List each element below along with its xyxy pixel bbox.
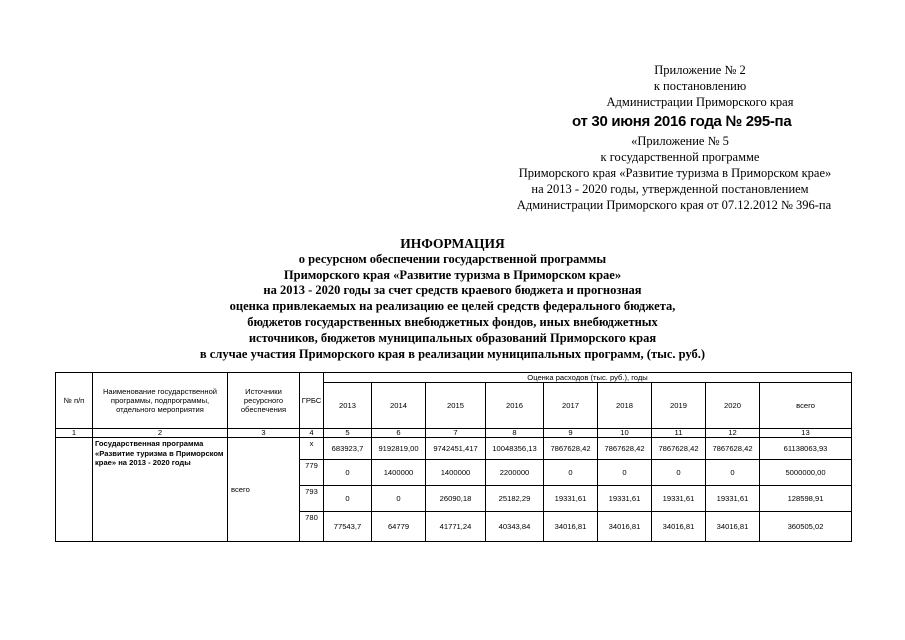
total-cell: 61138063,93 [760,438,852,460]
appendix-administration: Администрации Приморского края [606,95,794,109]
value-cell: 1400000 [372,460,426,486]
total-cell: 5000000,00 [760,460,852,486]
header-year: 2016 [486,383,544,429]
title-line: о ресурсном обеспечении государственной программы [298,251,607,266]
column-number: 5 [324,429,372,438]
total-cell: 128598,91 [760,486,852,512]
value-cell: 34016,81 [544,512,598,542]
value-cell: 1400000 [426,460,486,486]
title-line: оценка привлекаемых на реализацию ее целей средств федерального бюджета, [229,299,676,314]
grbs-code: x [300,438,324,460]
column-number: 3 [228,429,300,438]
value-cell: 7867628,42 [652,438,706,460]
reference-appendix: «Приложение № 5 [631,134,729,148]
value-cell: 77543,7 [324,512,372,542]
header-year: 2015 [426,383,486,429]
value-cell: 64779 [372,512,426,542]
appendix-to-decree: к постановлению [653,79,747,93]
header-num: № п/п [56,373,93,429]
value-cell: 26090,18 [426,486,486,512]
column-number: 9 [544,429,598,438]
value-cell: 0 [706,460,760,486]
reference-resolution: Администрации Приморского края от 07.12.2012 № 396-па [516,198,832,212]
document-title [0,236,905,362]
value-cell: 34016,81 [652,512,706,542]
column-number: 2 [93,429,228,438]
value-cell: 19331,61 [598,486,652,512]
value-cell: 19331,61 [544,486,598,512]
reference-program: к государственной программе [600,150,760,164]
header-year: 2018 [598,383,652,429]
value-cell: 9742451,417 [426,438,486,460]
resource-table [55,372,852,542]
reference-approved: на 2013 - 2020 годы, утвержденной постановлением [531,182,809,196]
header-total: всего [760,383,852,429]
title-line: источников, бюджетов муниципальных образований Приморского края [248,330,657,345]
value-cell: 7867628,42 [544,438,598,460]
value-cell: 0 [324,460,372,486]
column-number-row [56,429,852,438]
grbs-code: 779 [300,460,324,486]
header-year: 2017 [544,383,598,429]
column-number: 7 [426,429,486,438]
row-number-cell [56,438,93,542]
column-number: 8 [486,429,544,438]
value-cell: 41771,24 [426,512,486,542]
column-number: 10 [598,429,652,438]
appendix-number: Приложение № 2 [654,63,746,77]
source-label: всего [228,438,300,542]
value-cell: 25182,29 [486,486,544,512]
value-cell: 34016,81 [706,512,760,542]
header-year: 2020 [706,383,760,429]
value-cell: 19331,61 [706,486,760,512]
program-name: Государственная программа «Развитие туризма в Приморском крае» на 2013 - 2020 годы [93,438,228,542]
header-estimate: Оценка расходов (тыс. руб.), годы [324,373,852,383]
table-row [56,438,852,460]
value-cell: 19331,61 [652,486,706,512]
title-main: ИНФОРМАЦИЯ [400,236,505,251]
reference-program-name: Приморского края «Развитие туризма в Приморском крае» [518,166,832,180]
column-number: 1 [56,429,93,438]
value-cell: 2200000 [486,460,544,486]
column-number: 13 [760,429,852,438]
title-line: на 2013 - 2020 годы за счет средств краевого бюджета и прогнозная [263,283,642,298]
title-line: в случае участия Приморского края в реализации муниципальных программ, (тыс. руб.) [199,346,706,361]
column-number: 6 [372,429,426,438]
value-cell: 0 [598,460,652,486]
column-number: 11 [652,429,706,438]
value-cell: 7867628,42 [598,438,652,460]
header-year: 2019 [652,383,706,429]
value-cell: 0 [324,486,372,512]
value-cell: 34016,81 [598,512,652,542]
header-year: 2013 [324,383,372,429]
total-cell: 360505,02 [760,512,852,542]
header-grbs: ГРБС [300,373,324,429]
decree-date-number: от 30 июня 2016 года № 295-па [572,113,792,130]
column-number: 4 [300,429,324,438]
value-cell: 9192819,00 [372,438,426,460]
grbs-code: 780 [300,512,324,542]
value-cell: 0 [652,460,706,486]
value-cell: 40343,84 [486,512,544,542]
value-cell: 10048356,13 [486,438,544,460]
header-year: 2014 [372,383,426,429]
header-source: Источники ресурсного обеспечения [228,373,300,429]
value-cell: 0 [372,486,426,512]
title-line: Приморского края «Развитие туризма в Приморском крае» [283,267,622,282]
column-number: 12 [706,429,760,438]
value-cell: 0 [544,460,598,486]
value-cell: 7867628,42 [706,438,760,460]
grbs-code: 793 [300,486,324,512]
title-line: бюджетов государственных внебюджетных фондов, иных внебюджетных [247,314,658,329]
value-cell: 683923,7 [324,438,372,460]
header-name: Наименование государственной программы, подпрограммы, отдельного мероприятия [93,373,228,429]
